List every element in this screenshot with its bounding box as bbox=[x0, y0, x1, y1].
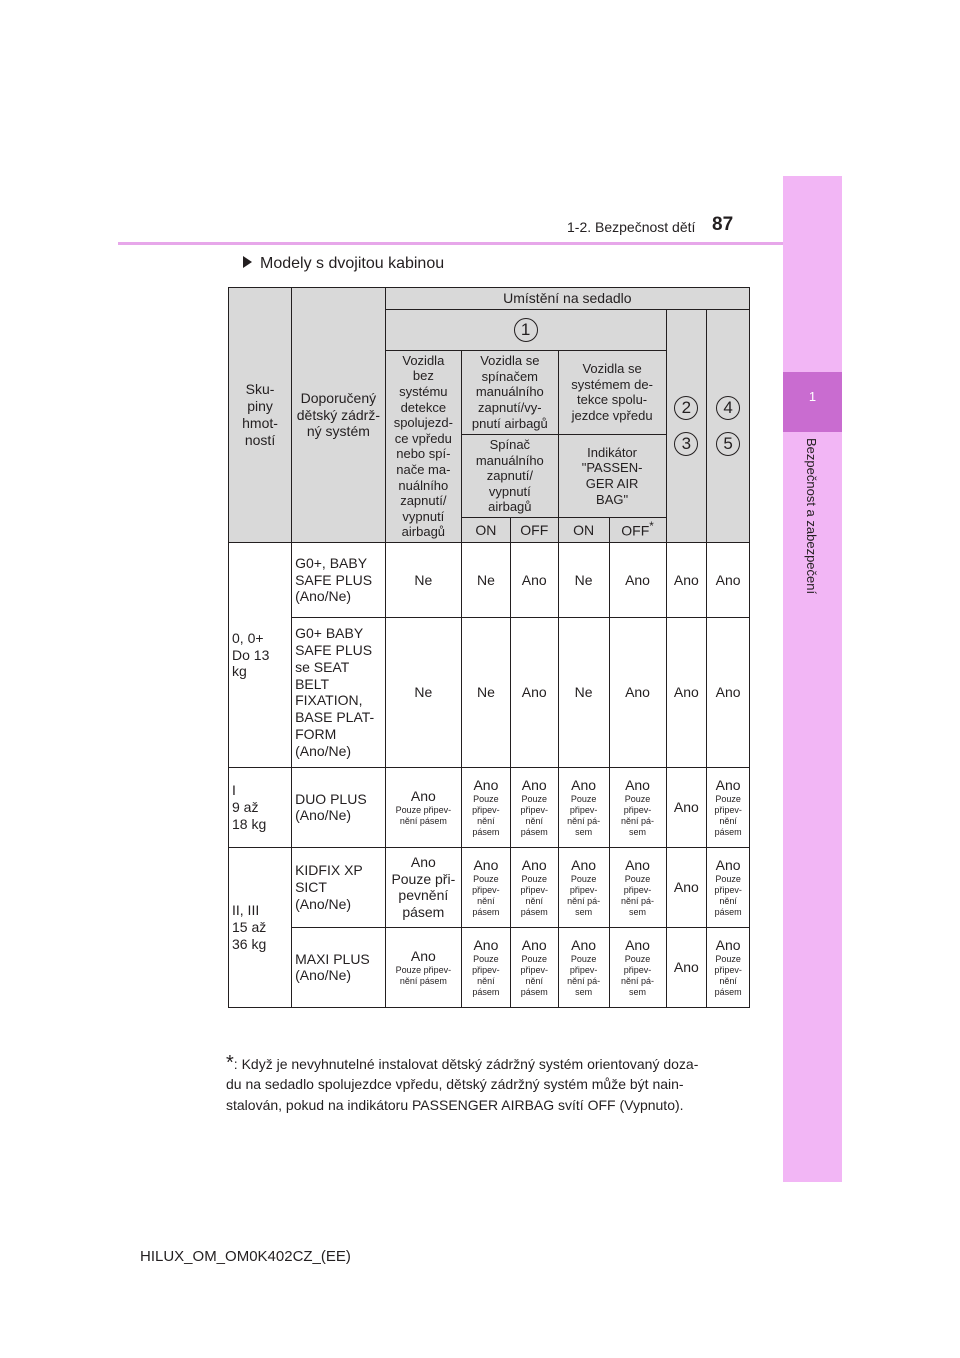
seats-4-5: 4 5 bbox=[707, 309, 750, 542]
subheading-text: Modely s dvojitou kabinou bbox=[260, 255, 445, 272]
section-title: 1-2. Bezpečnost dětí bbox=[567, 219, 696, 235]
child-seat-table bbox=[228, 287, 750, 1008]
col-group: Sku- piny hmot- ností bbox=[229, 288, 292, 543]
arrow-right-icon bbox=[243, 256, 252, 268]
document-code: HILUX_OM_OM0K402CZ_(EE) bbox=[140, 1248, 351, 1265]
col-system: Doporučený dětský zádrž- ný systém bbox=[292, 288, 386, 543]
seats-2-3: 2 3 bbox=[666, 309, 707, 542]
table-row: 0, 0+ Do 13 kg G0+, BABY SAFE PLUS (Ano/Ne) Ne Ne Ano Ne Ano Ano Ano bbox=[229, 542, 750, 617]
on-2: ON bbox=[558, 518, 609, 542]
manual-switch: Vozidla se spínačem manuálního zapnutí/vy- pnutí airbagů bbox=[462, 350, 559, 434]
seat-1: 1 bbox=[385, 309, 666, 350]
detection: Vozidla se systémem de- tekce spolu- jezdce vpředu bbox=[558, 350, 666, 434]
switch-label: Spínač manuálního zapnutí/ vypnutí airbagů bbox=[462, 434, 559, 518]
header-rule bbox=[118, 242, 783, 245]
table-row: G0+ BABY SAFE PLUS se SEAT BELT FIXATION, BASE PLAT- FORM (Ano/Ne) Ne Ne Ano Ne Ano Ano Ano bbox=[229, 617, 750, 767]
table-row: MAXI PLUS (Ano/Ne) Ano Pouze připev- nění pásem Ano Pouze připev- nění pásem Ano Pouze připev- nění pásem Ano Pouze připev- nění pá- sem Ano Pouze připev- nění pá- sem Ano Ano Pouze připev- nění pásem bbox=[229, 927, 750, 1007]
page-number: 87 bbox=[712, 214, 734, 235]
off-1: OFF bbox=[510, 518, 558, 542]
table-row: I 9 až 18 kg DUO PLUS (Ano/Ne) Ano Pouze připev- nění pásem Ano Pouze připev- nění pásem Ano Pouze připev- nění pásem Ano Pouze připev- nění pá- sem Ano Pouze připev- nění pá- sem Ano Ano Pouze připev- nění pásem bbox=[229, 767, 750, 847]
col-placement: Umístění na sedadlo bbox=[385, 288, 749, 310]
off-2: OFF* bbox=[609, 518, 666, 542]
indicator-label: Indikátor "PASSEN- GER AIR BAG" bbox=[558, 434, 666, 518]
chapter-number: 1 bbox=[783, 372, 842, 432]
footnote: *: Když je nevyhnutelné instalovat dětský zádržný systém orientovaný doza- du na sedadlo spolujezdce vpředu, dětský zádržný systém může být nain- stalován, pokud na indikátoru PASSENGER AIRBAG svítí OFF (Vypnuto). bbox=[226, 1052, 699, 1113]
chapter-title: Bezpečnost a zabezpečení bbox=[804, 438, 819, 595]
table-row: II, III 15 až 36 kg KIDFIX XP SICT (Ano/Ne) Ano Pouze při- pevnění pásem Ano Pouze připev- nění pásem Ano Pouze připev- nění pásem Ano Pouze připev- nění pá- sem Ano Pouze připev- nění pá- sem Ano Ano Pouze připev- nění pásem bbox=[229, 847, 750, 927]
subheading bbox=[243, 255, 444, 273]
on-1: ON bbox=[462, 518, 511, 542]
side-tab bbox=[783, 176, 842, 1182]
no-detection: Vozidla bez systému detekce spolujezd- ce vpředu nebo spí- nače ma- nuálního zapnutí/ vypnutí airbagů bbox=[385, 350, 461, 542]
